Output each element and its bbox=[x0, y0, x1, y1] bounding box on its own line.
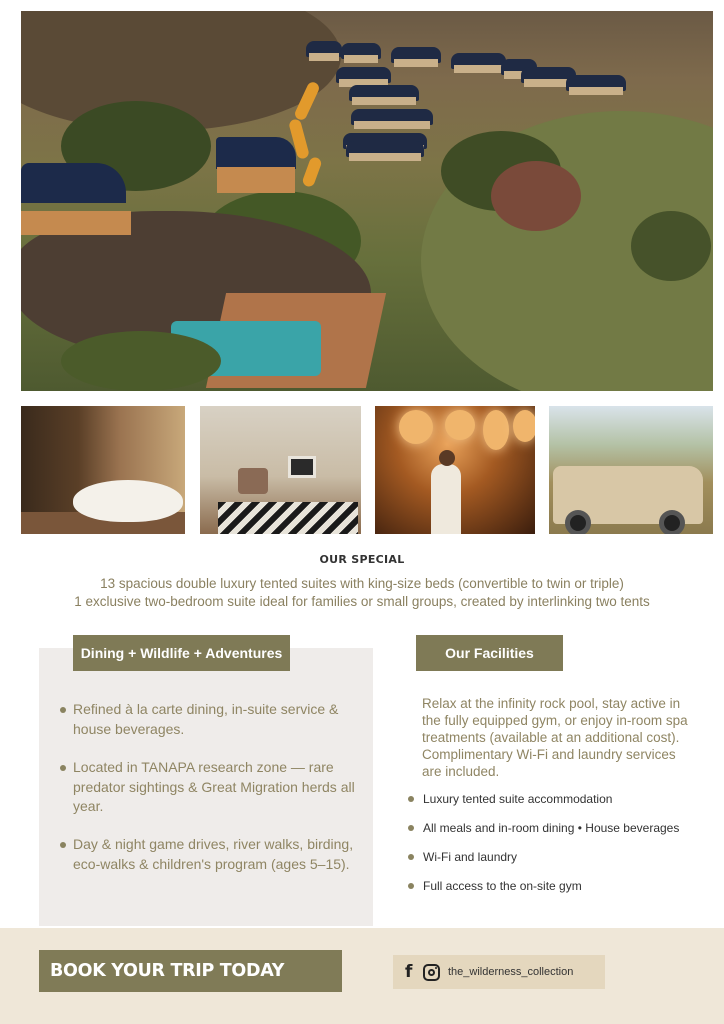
game-drive-photo-icon bbox=[549, 406, 713, 534]
bullet-icon bbox=[408, 854, 414, 860]
list-item: Refined à la carte dining, in-suite service & house beverages. bbox=[60, 700, 370, 739]
instagram-icon[interactable] bbox=[423, 964, 440, 981]
social-links bbox=[393, 955, 605, 989]
special-description-line: 13 spacious double luxury tented suites with king-size beds (convertible to twin or triple) bbox=[100, 576, 624, 591]
list-item: Wi-Fi and laundry bbox=[408, 850, 517, 864]
list-item: Day & night game drives, river walks, birding, eco-walks & children's program (ages 5–15). bbox=[60, 835, 370, 874]
list-item: Full access to the on-site gym bbox=[408, 879, 582, 893]
bullet-icon bbox=[60, 765, 66, 771]
facebook-icon[interactable]: f bbox=[405, 962, 413, 982]
lounge-photo-icon bbox=[200, 406, 361, 534]
bullet-icon bbox=[408, 825, 414, 831]
bullet-icon bbox=[408, 796, 414, 802]
social-handle[interactable]: the_wilderness_collection bbox=[448, 966, 574, 978]
bullet-icon bbox=[60, 842, 66, 848]
bullet-icon bbox=[408, 883, 414, 889]
special-description-line: 1 exclusive two-bedroom suite ideal for families or small groups, created by interlinking two tents bbox=[74, 594, 650, 609]
panel-tag: Our Facilities bbox=[416, 635, 563, 671]
section-title: OUR SPECIAL bbox=[319, 553, 405, 566]
facilities-description: Relax at the infinity rock pool, stay active in the fully equipped gym, or enjoy in-room spa treatments (available at an additional cost). Complimentary Wi-Fi and laundry services are included. bbox=[422, 696, 688, 779]
list-item: Located in TANAPA research zone — rare predator sightings & Great Migration herds all year. bbox=[60, 758, 370, 817]
list-item: Luxury tented suite accommodation bbox=[408, 792, 612, 806]
panel-tag: Dining + Wildlife + Adventures bbox=[73, 635, 290, 671]
hero-image bbox=[21, 11, 713, 391]
list-item: All meals and in-room dining • House beverages bbox=[408, 821, 679, 835]
dining-photo-icon bbox=[375, 406, 535, 534]
bathtub-photo-icon bbox=[21, 406, 185, 534]
bullet-icon bbox=[60, 707, 66, 713]
book-trip-button[interactable]: BOOK YOUR TRIP TODAY bbox=[39, 950, 342, 992]
